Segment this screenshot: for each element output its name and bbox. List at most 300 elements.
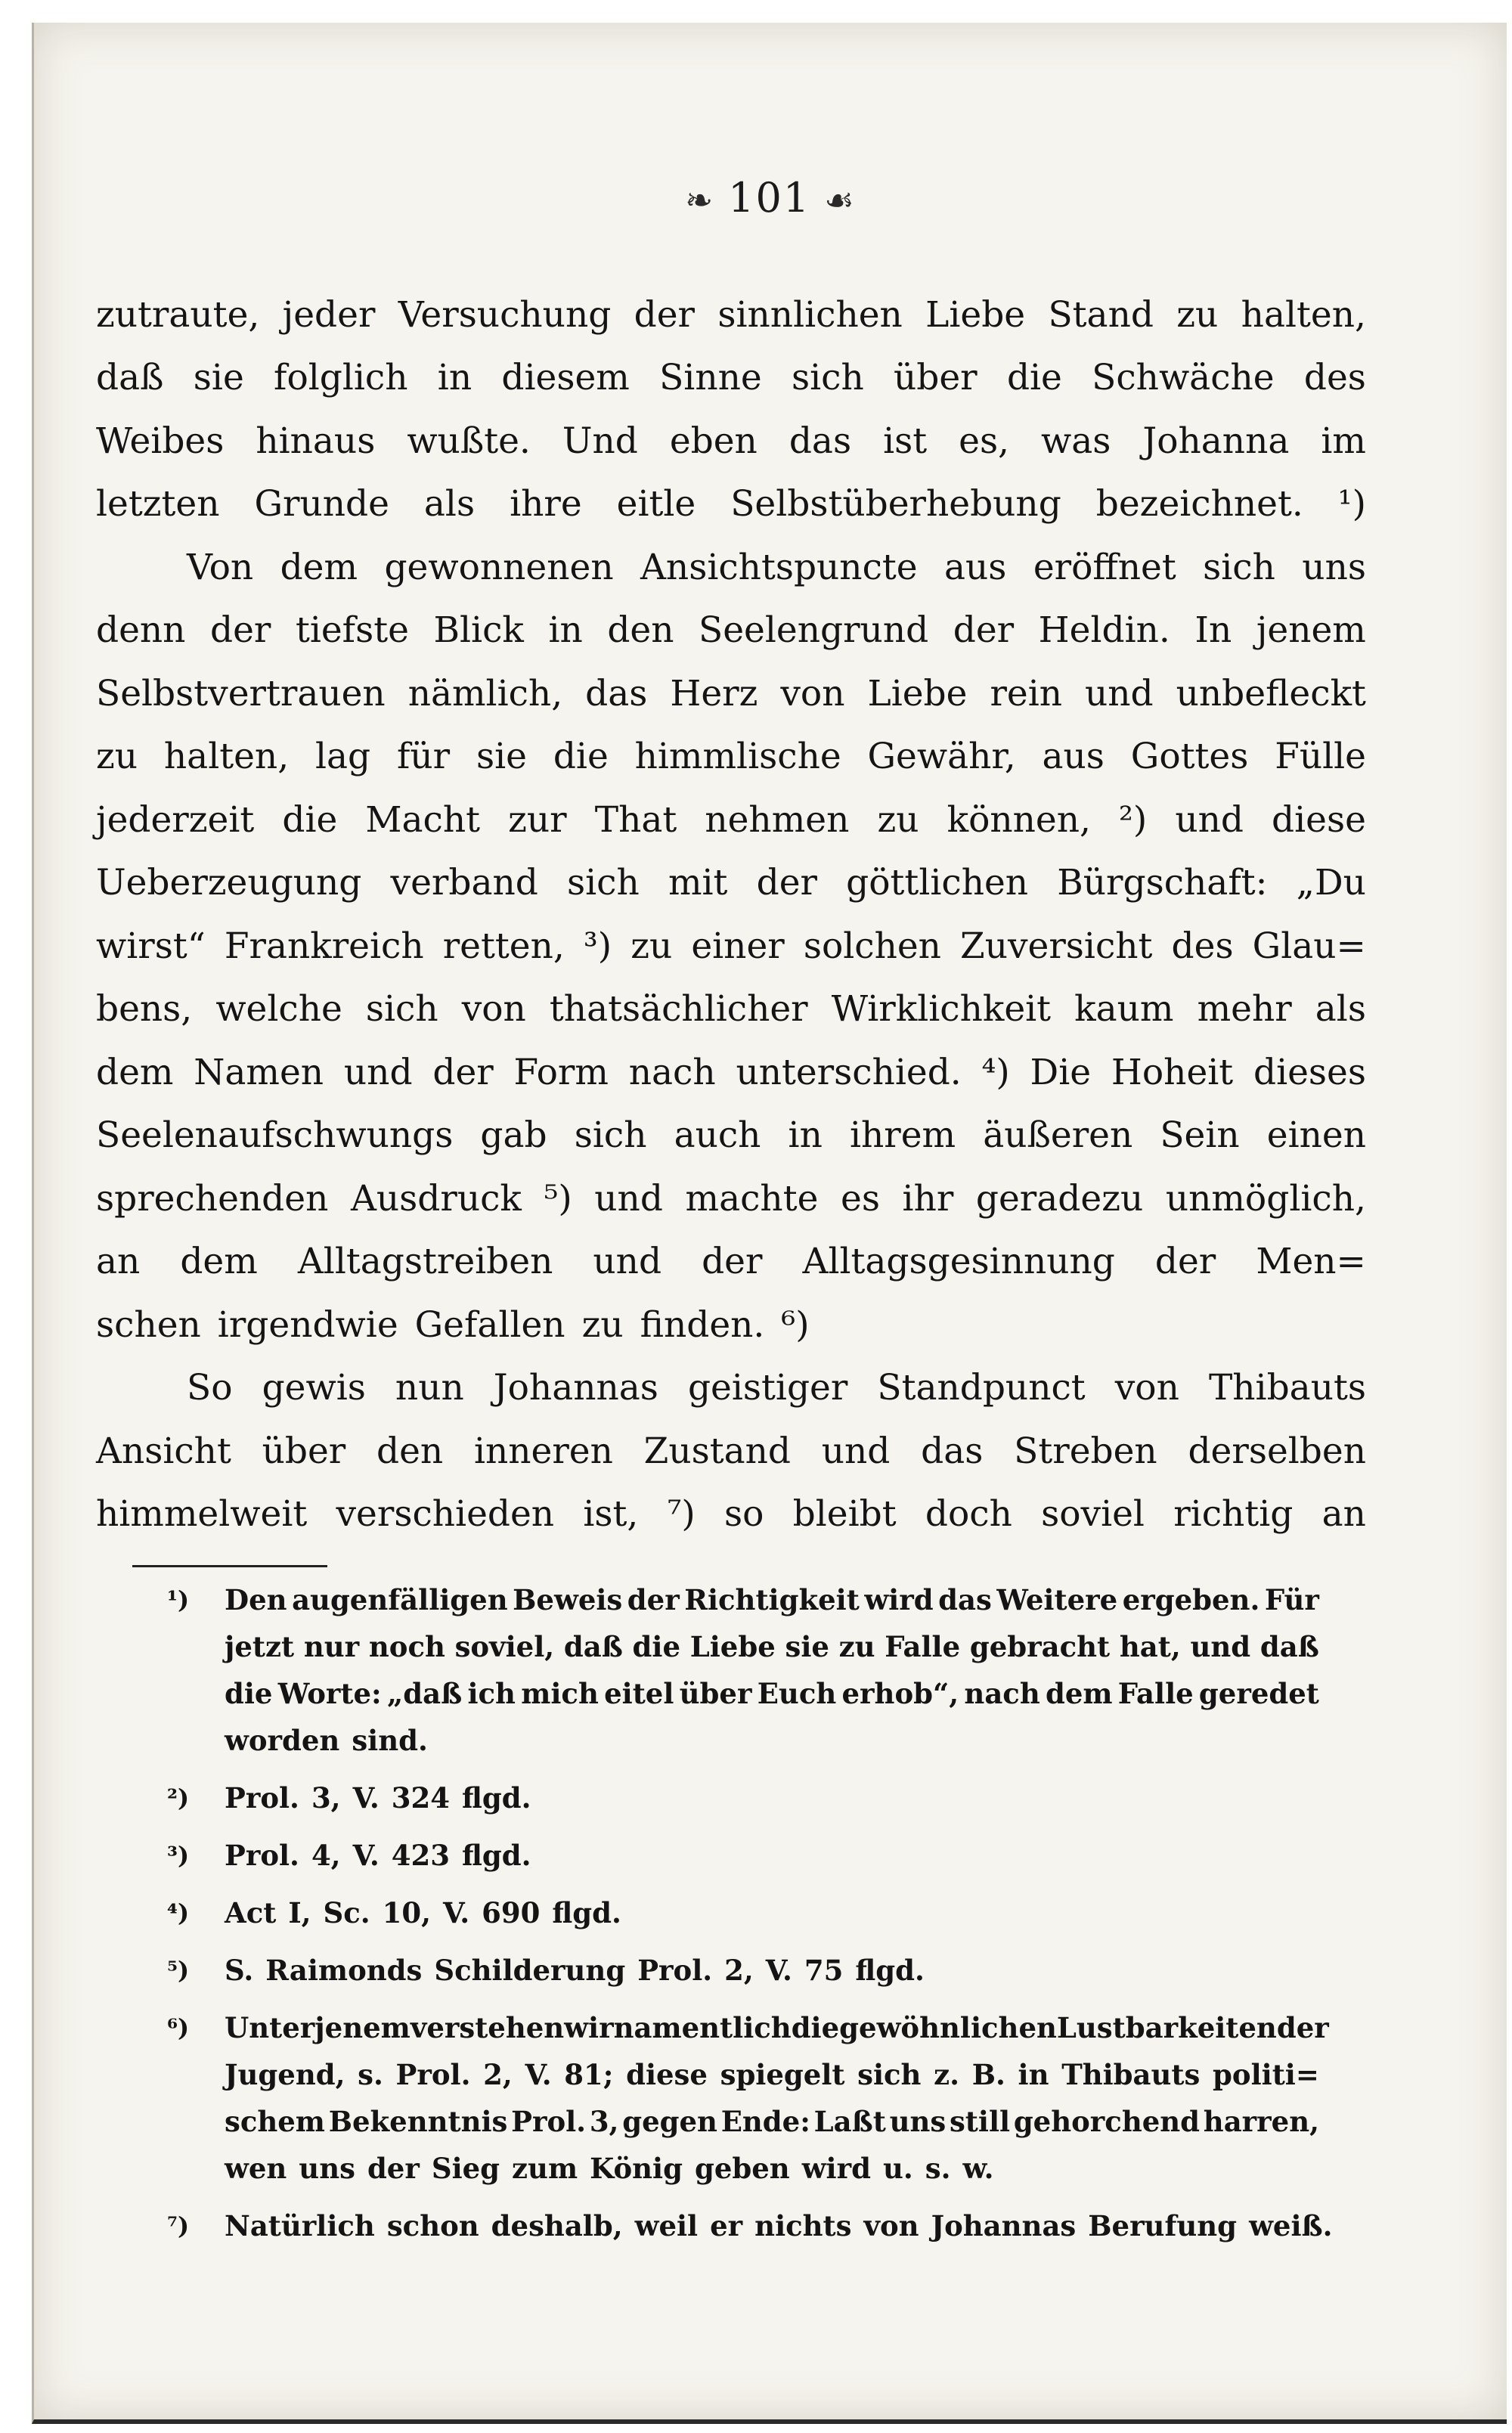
word: Versuchung xyxy=(398,293,612,336)
footnote-line xyxy=(225,1623,1319,1670)
word: bens, xyxy=(96,988,193,1030)
body-line xyxy=(96,398,1366,462)
word: sich xyxy=(857,2058,922,2091)
word: Standpunct xyxy=(877,1367,1086,1409)
word: wird xyxy=(864,1583,934,1616)
word: Ueberzeugung xyxy=(96,862,362,903)
word: von xyxy=(863,2209,919,2242)
word: es, xyxy=(959,420,1009,462)
word: Alltagsgesinnung xyxy=(802,1241,1115,1282)
footnote-line xyxy=(225,2051,1319,2098)
word: Prol. xyxy=(395,2058,471,2091)
word: schem xyxy=(225,2105,325,2138)
word: der xyxy=(432,1051,494,1093)
word: Bürgschaft: xyxy=(1057,862,1268,903)
word: Prol. xyxy=(511,2105,587,2138)
word: im xyxy=(1321,420,1366,462)
word: denn xyxy=(96,609,186,651)
body-line xyxy=(96,651,1366,714)
word: ihre xyxy=(510,483,582,525)
word: ihrem xyxy=(849,1114,956,1156)
word: gewis xyxy=(262,1367,366,1409)
body-line xyxy=(96,1156,1366,1220)
word: können, xyxy=(947,798,1091,841)
word: machte xyxy=(685,1177,819,1220)
word: irgendwie xyxy=(217,1303,398,1346)
word: eitle xyxy=(616,483,696,525)
word: sich xyxy=(574,1114,647,1156)
word: der xyxy=(210,609,271,651)
word: eben xyxy=(669,420,758,462)
word: wirst“ xyxy=(96,925,206,967)
word: Act xyxy=(225,1896,277,1929)
word: wir xyxy=(564,2011,614,2044)
word: Wirklichkeit xyxy=(831,988,1052,1030)
word: Thibauts xyxy=(1061,2058,1201,2091)
word: Liebe xyxy=(925,293,1026,336)
word: für xyxy=(397,736,451,777)
word: 3, xyxy=(311,1781,341,1815)
word: ⁶) xyxy=(781,1303,810,1346)
word: dem xyxy=(1045,1677,1113,1710)
word: Schilderung xyxy=(434,1954,626,1987)
word: 690 xyxy=(482,1896,541,1929)
word: z. xyxy=(934,2058,960,2091)
word: bezeichnet. xyxy=(1095,483,1303,525)
word: des xyxy=(1171,925,1234,967)
word: geistiger xyxy=(687,1367,848,1409)
word: „daß xyxy=(386,1677,463,1710)
word: schen xyxy=(96,1303,201,1346)
word: wußte. xyxy=(407,420,531,462)
word: Die xyxy=(1030,1051,1092,1093)
word: der xyxy=(627,1583,680,1616)
word: thatsächlicher xyxy=(549,988,808,1030)
word: er xyxy=(710,2209,743,2242)
word: verband xyxy=(390,862,538,903)
word: bleibt xyxy=(792,1493,897,1535)
word: sie xyxy=(476,736,527,777)
word: s. xyxy=(358,2058,383,2091)
word: dieses xyxy=(1253,1051,1366,1093)
word: der xyxy=(702,1241,763,1282)
word: der xyxy=(634,293,696,336)
word: Streben xyxy=(1014,1430,1157,1472)
body-line xyxy=(96,714,1366,778)
word: daß xyxy=(563,1630,623,1663)
word: diesem xyxy=(501,357,630,398)
word: 81; xyxy=(564,2058,614,2091)
word: und xyxy=(1085,672,1154,714)
word: Jugend, xyxy=(225,2058,345,2091)
word: die xyxy=(1006,357,1062,398)
body-line xyxy=(96,1409,1366,1472)
word: verstehen xyxy=(410,2011,565,2044)
word: zu xyxy=(581,1303,624,1346)
word: 324 xyxy=(391,1781,450,1815)
word: flgd. xyxy=(461,1839,531,1872)
word: Blick xyxy=(433,609,524,651)
word: Euch xyxy=(757,1677,837,1710)
word: 3, xyxy=(589,2105,619,2138)
word: Liebe xyxy=(689,1630,776,1663)
body-line xyxy=(96,336,1366,399)
word: Ausdruck xyxy=(350,1177,522,1220)
word: richtig xyxy=(1173,1493,1294,1535)
word: geradezu xyxy=(975,1177,1144,1220)
word: Falle xyxy=(885,1630,961,1663)
word: unmöglich, xyxy=(1165,1177,1366,1220)
word: Falle xyxy=(1117,1677,1194,1710)
word: die xyxy=(282,798,338,841)
word: Ansicht xyxy=(96,1430,231,1472)
body-line xyxy=(96,1220,1366,1283)
word: schon xyxy=(386,2209,479,2242)
footnote-line xyxy=(225,2202,1333,2249)
word: Richtigkeit xyxy=(684,1583,860,1616)
footnote xyxy=(155,1774,1319,1821)
word: die xyxy=(553,736,609,777)
word: dem xyxy=(180,1241,258,1282)
word: Ansichtspuncte xyxy=(640,546,918,588)
word: Für xyxy=(1264,1583,1319,1616)
word: V. xyxy=(352,1781,380,1815)
word: Gefallen xyxy=(414,1303,565,1346)
word: Heldin. xyxy=(1038,609,1170,651)
word: V. xyxy=(525,2058,552,2091)
word: zur xyxy=(508,798,567,841)
word: Schwäche xyxy=(1092,357,1275,398)
word: spiegelt xyxy=(720,2058,845,2091)
body-line xyxy=(96,525,1366,588)
footnote-mark: ⁷) xyxy=(167,2211,190,2240)
word: eitel xyxy=(604,1677,674,1710)
word: retten, xyxy=(442,925,565,967)
word: was xyxy=(1041,420,1111,462)
word: das xyxy=(921,1430,984,1472)
word: Weibes xyxy=(96,420,225,462)
word: daß xyxy=(1259,1630,1319,1663)
word: Stand xyxy=(1048,293,1154,336)
word: sind. xyxy=(352,1724,428,1757)
word: gegen xyxy=(622,2105,717,2138)
word: Glau= xyxy=(1252,925,1366,967)
word: einen xyxy=(1266,1114,1366,1156)
word: Macht xyxy=(365,798,481,841)
body-line xyxy=(96,1472,1366,1536)
word: dem xyxy=(96,1051,174,1093)
footnote xyxy=(155,2004,1329,2192)
body-line xyxy=(96,272,1366,336)
body-line xyxy=(96,1030,1366,1093)
word: wird xyxy=(801,2152,871,2185)
word: das xyxy=(938,1583,992,1616)
word: die xyxy=(632,1630,681,1663)
word: Zustand xyxy=(643,1430,791,1472)
word: Johannas xyxy=(493,1367,658,1409)
word: zu xyxy=(631,925,673,967)
word: aus xyxy=(944,546,1007,588)
word: sich xyxy=(791,357,864,398)
word: geben xyxy=(694,2152,790,2185)
word: die xyxy=(791,2011,840,2044)
word: halten, xyxy=(1241,293,1366,336)
word: unterschied. xyxy=(736,1051,962,1093)
footnote-mark: ⁵) xyxy=(167,1956,190,1985)
footnote-line xyxy=(225,1576,1319,1623)
word: so xyxy=(724,1493,764,1535)
page-number xyxy=(34,174,1507,222)
footnote-mark: ¹) xyxy=(167,1585,190,1614)
word: zu xyxy=(96,736,138,777)
word: Thibauts xyxy=(1208,1367,1366,1409)
word: Lustbarkeiten xyxy=(1056,2011,1277,2044)
word: auch xyxy=(674,1114,761,1156)
word: hat, xyxy=(1119,1630,1181,1663)
word: diese xyxy=(626,2058,708,2091)
footnote xyxy=(155,2202,1333,2249)
word: ihr xyxy=(902,1177,954,1220)
word: noch xyxy=(368,1630,445,1663)
word: Herz xyxy=(670,672,758,714)
body-line xyxy=(96,903,1366,967)
word: s. xyxy=(925,2152,951,2185)
word: über xyxy=(679,1677,752,1710)
word: eröffnet xyxy=(1033,546,1176,588)
word: über xyxy=(262,1430,346,1472)
word: V. xyxy=(443,1896,470,1929)
body-line xyxy=(96,841,1366,904)
word: lag xyxy=(315,736,371,777)
word: Johannas xyxy=(931,2209,1077,2242)
word: Gewähr, xyxy=(867,736,1016,777)
word: Zuversicht xyxy=(960,925,1153,967)
word: Bekenntnis xyxy=(328,2105,508,2138)
word: 2, xyxy=(724,1954,754,1987)
word: des xyxy=(1303,357,1366,398)
word: Grunde xyxy=(254,483,389,525)
word: und xyxy=(1190,1630,1251,1663)
word: in xyxy=(788,1114,823,1156)
footnotes xyxy=(155,1576,1333,2260)
word: jederzeit xyxy=(96,798,255,841)
word: verschieden xyxy=(336,1493,555,1535)
word: ⁵) xyxy=(544,1177,572,1220)
footnote xyxy=(155,1576,1319,1764)
word: hinaus xyxy=(256,420,376,462)
word: himmelweit xyxy=(96,1493,308,1535)
word: uns xyxy=(1302,546,1366,588)
word: Prol. xyxy=(225,1781,299,1815)
word: Frankreich xyxy=(224,925,424,967)
word: mit xyxy=(668,862,728,903)
footnote xyxy=(155,1889,1319,1936)
word: nun xyxy=(395,1367,464,1409)
word: V. xyxy=(765,1954,792,1987)
footnote-line xyxy=(225,1670,1319,1717)
word: Natürlich xyxy=(225,2209,375,2242)
word: erhob“, xyxy=(841,1677,959,1710)
word: augenfälligen xyxy=(292,1583,508,1616)
footnote-separator xyxy=(132,1565,327,1567)
body-line xyxy=(96,777,1366,841)
word: Von xyxy=(187,546,254,588)
footnote-mark: ²) xyxy=(167,1784,190,1812)
word: ist xyxy=(883,420,928,462)
word: und xyxy=(594,1177,663,1220)
footnote-line xyxy=(225,1717,1319,1764)
word: sprechenden xyxy=(96,1177,329,1220)
word: weiß. xyxy=(1249,2209,1333,2242)
body-line xyxy=(96,588,1366,652)
word: ¹) xyxy=(1337,483,1366,525)
word: flgd. xyxy=(855,1954,925,1987)
page-number-value: 101 xyxy=(728,174,811,222)
word: sich xyxy=(567,862,640,903)
word: sich xyxy=(1203,546,1275,588)
word: tiefste xyxy=(295,609,409,651)
word: folglich xyxy=(274,357,408,398)
word: In xyxy=(1194,609,1232,651)
word: still xyxy=(949,2105,1011,2138)
word: flgd. xyxy=(461,1781,531,1815)
footnote xyxy=(155,1947,1319,1994)
word: uns xyxy=(889,2105,947,2138)
word: von xyxy=(1114,1367,1179,1409)
word: Beweis xyxy=(513,1583,623,1616)
word: es xyxy=(841,1177,880,1220)
word: sinnlichen xyxy=(717,293,903,336)
word: der xyxy=(367,2152,420,2185)
right-ornament-icon: ☙ xyxy=(824,181,856,220)
word: nämlich, xyxy=(407,672,563,714)
word: So xyxy=(187,1367,233,1409)
word: 4, xyxy=(311,1839,341,1872)
word: V. xyxy=(352,1839,380,1872)
word: Sieg xyxy=(431,2152,500,2185)
word: dem xyxy=(280,546,358,588)
footnote-mark: ⁶) xyxy=(167,2013,190,2042)
word: Sein xyxy=(1160,1114,1240,1156)
word: Seelengrund xyxy=(699,609,929,651)
word: äußeren xyxy=(983,1114,1133,1156)
body-line xyxy=(96,1282,1366,1346)
word: B. xyxy=(971,2058,1005,2091)
word: Form xyxy=(513,1051,609,1093)
word: Weitere xyxy=(996,1583,1118,1616)
word: der xyxy=(756,862,817,903)
word: göttlichen xyxy=(846,862,1029,903)
word: nehmen xyxy=(705,798,850,841)
word: ergeben. xyxy=(1122,1583,1260,1616)
word: und xyxy=(1175,798,1244,841)
word: die xyxy=(225,1677,273,1710)
word: Selbstvertrauen xyxy=(96,672,386,714)
word: Berufung xyxy=(1088,2209,1238,2242)
word: doch xyxy=(925,1493,1012,1535)
word: Laßt xyxy=(813,2105,886,2138)
word: weil xyxy=(634,2209,699,2242)
word: deshalb, xyxy=(491,2209,623,2242)
word: Unter xyxy=(225,2011,315,2044)
word: nur xyxy=(303,1630,360,1663)
word: gebracht xyxy=(969,1630,1111,1663)
word: einer xyxy=(691,925,785,967)
word: Sc. xyxy=(323,1896,370,1929)
word: jetzt xyxy=(225,1630,295,1663)
footnote-line xyxy=(225,1947,1319,1994)
word: gewonnenen xyxy=(384,546,614,588)
word: zutraute, xyxy=(96,293,260,336)
word: der xyxy=(953,609,1015,651)
word: 2, xyxy=(483,2058,513,2091)
word: politi= xyxy=(1213,2058,1319,2091)
word: flgd. xyxy=(552,1896,621,1929)
word: und xyxy=(343,1051,413,1093)
word: von xyxy=(780,672,845,714)
word: und xyxy=(821,1430,891,1472)
word: Ende: xyxy=(720,2105,810,2138)
footnote-line xyxy=(225,1889,1319,1936)
word: der xyxy=(1154,1241,1216,1282)
word: nach xyxy=(964,1677,1040,1710)
word: Prol. xyxy=(225,1839,299,1872)
word: Johanna xyxy=(1142,420,1290,462)
word: w. xyxy=(962,2152,994,2185)
word: über xyxy=(894,357,978,398)
word: als xyxy=(1315,988,1366,1030)
word: soviel, xyxy=(454,1630,555,1663)
word: ⁴) xyxy=(981,1051,1010,1093)
word: I, xyxy=(288,1896,311,1929)
word: „Du xyxy=(1296,862,1366,903)
word: uns xyxy=(299,2152,355,2185)
footnote-line xyxy=(225,2145,1319,2192)
word: und xyxy=(593,1241,662,1282)
footnote-line xyxy=(225,2098,1319,2145)
word: diese xyxy=(1272,798,1366,841)
word: aus xyxy=(1042,736,1105,777)
body-line xyxy=(96,462,1366,525)
word: solchen xyxy=(803,925,941,967)
word: zu xyxy=(1176,293,1219,336)
word: unbefleckt xyxy=(1176,672,1366,714)
word: ³) xyxy=(583,925,612,967)
word: Gottes xyxy=(1130,736,1249,777)
word: ²) xyxy=(1119,798,1148,841)
word: gehorchend xyxy=(1013,2105,1201,2138)
word: den xyxy=(607,609,674,651)
word: ist, xyxy=(583,1493,639,1535)
word: 75 xyxy=(804,1954,844,1987)
word: nichts xyxy=(754,2209,852,2242)
footnote-mark: ³) xyxy=(167,1841,190,1870)
word: worden xyxy=(225,1724,340,1757)
word: 10, xyxy=(382,1896,432,1929)
word: das xyxy=(585,672,648,714)
word: soviel xyxy=(1041,1493,1145,1535)
word: gewöhnlichen xyxy=(839,2011,1057,2044)
word: von xyxy=(461,988,526,1030)
word: wen xyxy=(225,2152,287,2185)
word: jenem xyxy=(314,2011,411,2044)
word: zu xyxy=(838,1630,875,1663)
word: Selbstüberhebung xyxy=(730,483,1061,525)
word: Raimonds xyxy=(265,1954,423,1987)
word: Alltagstreiben xyxy=(297,1241,553,1282)
word: Sinne xyxy=(659,357,762,398)
word: zum xyxy=(512,2152,578,2185)
